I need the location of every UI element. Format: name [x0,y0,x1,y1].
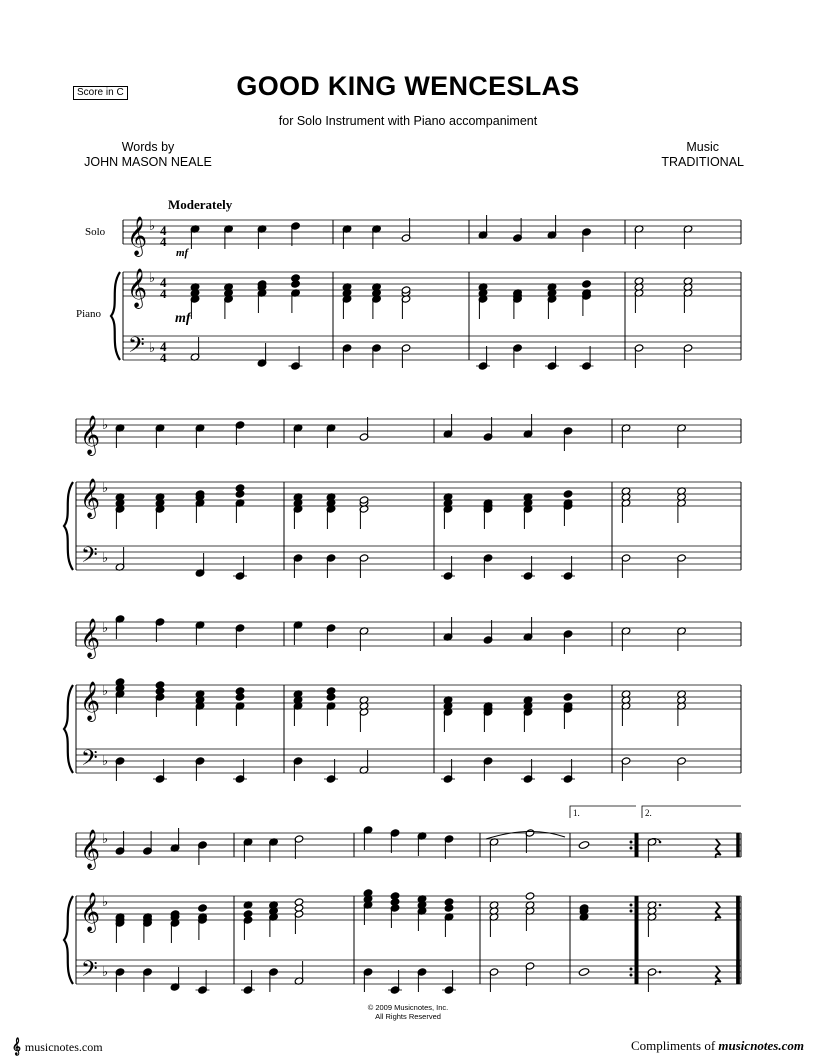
bass-note [561,556,575,580]
solo-note [647,838,661,862]
chord [401,286,411,319]
solo-note [257,225,267,249]
chord [443,696,453,732]
copyright-notice [0,1003,816,1021]
bass-note [359,750,369,774]
tempo-marking: Moderately [168,197,233,212]
bass-note [521,556,535,580]
treble-clef-icon: 𝄞 [80,894,101,931]
solo-note [547,215,557,239]
bass-note [388,970,402,994]
solo-note [293,621,303,645]
copyright-line-2: All Rights Reserved [375,1012,441,1021]
bass-note [417,968,427,992]
time-signature-bottom: 4 [160,286,167,301]
solo-note [195,424,205,448]
solo-note [198,841,208,865]
chord [115,913,125,943]
music-label: Music [686,140,719,154]
solo-note [190,225,200,249]
chord [195,490,205,523]
chord [621,690,631,726]
chord [483,702,493,732]
time-signature-top: 4 [160,339,167,354]
solo-note [621,627,631,651]
solo-note [443,617,453,641]
bass-note [634,344,644,368]
footer-musicnotes-link[interactable] [12,1038,103,1056]
bass-note [561,759,575,783]
solo-note [489,838,499,862]
bass-note [289,346,303,370]
solo-note [563,427,573,451]
bass-note [441,556,455,580]
first-ending-label: 1. [573,808,580,818]
solo-note [443,414,453,438]
treble-clef-icon: 𝄞 [127,218,148,255]
solo-note [582,228,592,252]
solo-note [523,414,533,438]
bass-note [153,759,167,783]
page-title: GOOD KING WENCESLAS [236,71,580,101]
solo-note [372,225,382,249]
chord [390,892,400,928]
solo-note [677,424,687,448]
flat-icon: ♭ [102,417,109,432]
treble-clef-icon: 𝄞 [80,683,101,720]
chord [563,693,573,729]
chord [359,496,369,529]
words-author: JOHN MASON NEALE [84,155,212,169]
solo-note [444,835,454,859]
quarter-rest-icon [716,902,721,921]
score-in-c-label: Score in C [73,86,128,100]
solo-note [363,826,373,850]
solo-note [634,225,644,249]
bass-clef-icon: 𝄢 [81,543,98,572]
chord [269,901,279,937]
piano-instrument-label: Piano [76,308,102,320]
chord [647,901,661,937]
flat-icon: ♭ [102,620,109,635]
bass-note [401,344,411,368]
bass-note [580,346,594,370]
solo-note [483,620,493,644]
bass-note [233,759,247,783]
solo-note [115,424,125,448]
compliments-prefix: Compliments of [631,1038,716,1053]
bass-note [115,547,125,571]
second-ending-bracket [642,806,741,818]
solo-note [359,417,369,441]
solo-note [155,424,165,448]
chord [483,499,493,529]
chord [683,277,693,313]
chord [372,283,382,319]
solo-note [291,222,301,246]
solo-note [525,829,535,853]
bass-note [195,553,205,577]
solo-note [326,424,336,448]
bass-note [342,344,352,368]
bass-note [621,554,631,578]
bass-clef-icon: 𝄢 [81,746,98,775]
chord [363,889,373,925]
quarter-rest-icon [716,839,721,858]
grand-staff-brace [64,896,73,984]
solo-note [342,225,352,249]
treble-clef-icon: 𝄞 [80,620,101,657]
bass-note [578,967,589,976]
flat-icon: ♭ [102,480,109,495]
treble-clef-icon: 𝄞 [80,480,101,517]
chord [677,690,687,726]
second-ending-label: 2. [645,808,652,818]
bass-note [441,759,455,783]
treble-clef-icon: 𝄞 [80,417,101,454]
chord [293,493,303,529]
bass-note [269,968,279,992]
bass-note [293,554,303,578]
solo-note [143,831,153,855]
piano-bass-staff [123,336,741,360]
bass-note [621,757,631,781]
bass-note [545,346,559,370]
chord [170,910,180,943]
bass-note [525,962,535,986]
chord [243,901,253,940]
words-label: Words by [121,140,175,154]
piano-treble-staff [123,272,741,296]
repeat-dot [630,910,633,913]
flat-icon: ♭ [102,894,109,909]
chord [547,283,557,319]
music-author: TRADITIONAL [661,155,744,169]
chord [294,898,304,934]
chord [293,690,303,726]
solo-note [677,627,687,651]
time-signature-top: 4 [160,223,167,238]
chord [224,283,234,319]
solo-note [478,215,488,239]
chord [525,892,535,931]
footer-left-text: musicnotes.com [24,1040,103,1054]
chord [478,283,488,319]
solo-note [417,832,427,856]
chord [579,904,589,921]
solo-note [563,630,573,654]
bass-note [115,968,125,992]
solo-note [155,618,165,642]
chord [677,487,687,523]
solo-note [483,417,493,441]
solo-note [326,624,336,648]
bass-note [115,757,125,781]
chord [443,493,453,529]
solo-instrument-label: Solo [85,226,106,238]
bass-clef-icon: 𝄢 [81,957,98,986]
chord [326,493,336,529]
bass-note [195,757,205,781]
flat-icon: ♭ [102,753,109,768]
solo-staff [76,419,741,443]
solo-note [235,624,245,648]
chord [235,484,245,523]
bass-note [293,757,303,781]
chord [582,280,592,316]
bass-note [170,967,180,991]
solo-note [401,218,411,242]
chord [115,493,125,529]
chord [326,687,336,726]
treble-clef-icon: 𝄞 [80,831,101,868]
solo-note [170,828,180,852]
bass-clef-icon: 𝄢 [128,333,145,362]
chord [634,277,644,313]
bass-note [677,757,687,781]
repeat-dot [630,847,633,850]
solo-note [621,424,631,448]
solo-note [195,621,205,645]
chord [523,696,533,732]
chord [513,289,523,319]
repeat-dot [630,968,633,971]
chord [198,904,208,940]
bass-note [483,757,493,781]
bass-note [513,344,523,368]
repeat-dot [630,974,633,977]
flat-icon: ♭ [149,218,156,233]
flat-icon: ♭ [149,270,156,285]
bass-note [257,343,267,367]
bass-note [233,556,247,580]
subtitle: for Solo Instrument with Piano accompaniment [278,114,538,128]
flat-icon: ♭ [102,831,109,846]
chord [190,283,200,319]
dynamic-marking: mf [175,311,191,326]
grand-staff-brace [111,272,120,360]
chord [115,678,125,714]
flat-icon: ♭ [102,683,109,698]
repeat-dot [630,904,633,907]
chord [621,487,631,523]
solo-note [523,617,533,641]
chord [489,901,499,937]
bass-note [483,554,493,578]
chord [235,687,245,726]
solo-note [115,831,125,855]
solo-note [269,838,279,862]
bass-note [476,346,490,370]
piano-bass-staff [76,749,741,773]
chord [291,274,301,313]
bass-note [489,968,499,992]
bass-note [324,759,338,783]
flat-icon: ♭ [102,964,109,979]
bass-note [294,961,304,985]
bass-note [442,970,456,994]
solo-note [115,615,125,639]
solo-note [578,840,589,849]
chord [359,696,369,732]
chord [143,913,153,943]
copyright-line-1: © 2009 Musicnotes, Inc. [367,1003,449,1012]
flat-icon: ♭ [149,340,156,355]
footer-compliments [631,1038,804,1054]
solo-note [224,225,234,249]
flat-icon: ♭ [102,550,109,565]
chord [417,895,427,931]
repeat-dot [630,841,633,844]
time-signature-bottom: 4 [160,350,167,365]
bass-note [359,554,369,578]
piano-bass-staff [76,960,741,984]
solo-note [293,424,303,448]
bass-note [326,554,336,578]
solo-staff [123,220,741,244]
piano-treble-staff [76,482,741,506]
treble-clef-icon: 𝄞 [127,270,148,307]
bass-note [521,759,535,783]
chord [444,898,454,937]
piano-bass-staff [76,546,741,570]
solo-note [683,225,693,249]
time-signature-top: 4 [160,275,167,290]
chord [342,283,352,319]
first-ending-bracket [570,806,636,818]
chord [155,493,165,529]
chord [257,280,267,313]
bass-note [683,344,693,368]
bass-note [196,970,210,994]
solo-staff [76,622,741,646]
solo-note [390,829,400,853]
solo-note [513,218,523,242]
time-signature-bottom: 4 [160,234,167,249]
solo-note [235,421,245,445]
chord [155,681,165,717]
solo-note [294,835,304,859]
bass-note [363,968,373,992]
solo-note [359,627,369,651]
bass-note [190,337,200,361]
compliments-brand[interactable]: musicnotes.com [718,1038,804,1053]
bass-note [647,968,661,992]
bass-note [143,968,153,992]
solo-note [243,838,253,862]
dynamic-marking: mf [176,247,189,259]
musicnotes-logo-icon: 𝄞 [12,1039,21,1055]
grand-staff-brace [64,685,73,773]
grand-staff-brace [64,482,73,570]
bass-note [241,970,255,994]
chord [563,490,573,526]
bass-note [372,344,382,368]
piano-treble-staff [76,685,741,709]
quarter-rest-icon [716,966,721,985]
chord [523,493,533,529]
chord [195,690,205,726]
bass-note [677,554,687,578]
